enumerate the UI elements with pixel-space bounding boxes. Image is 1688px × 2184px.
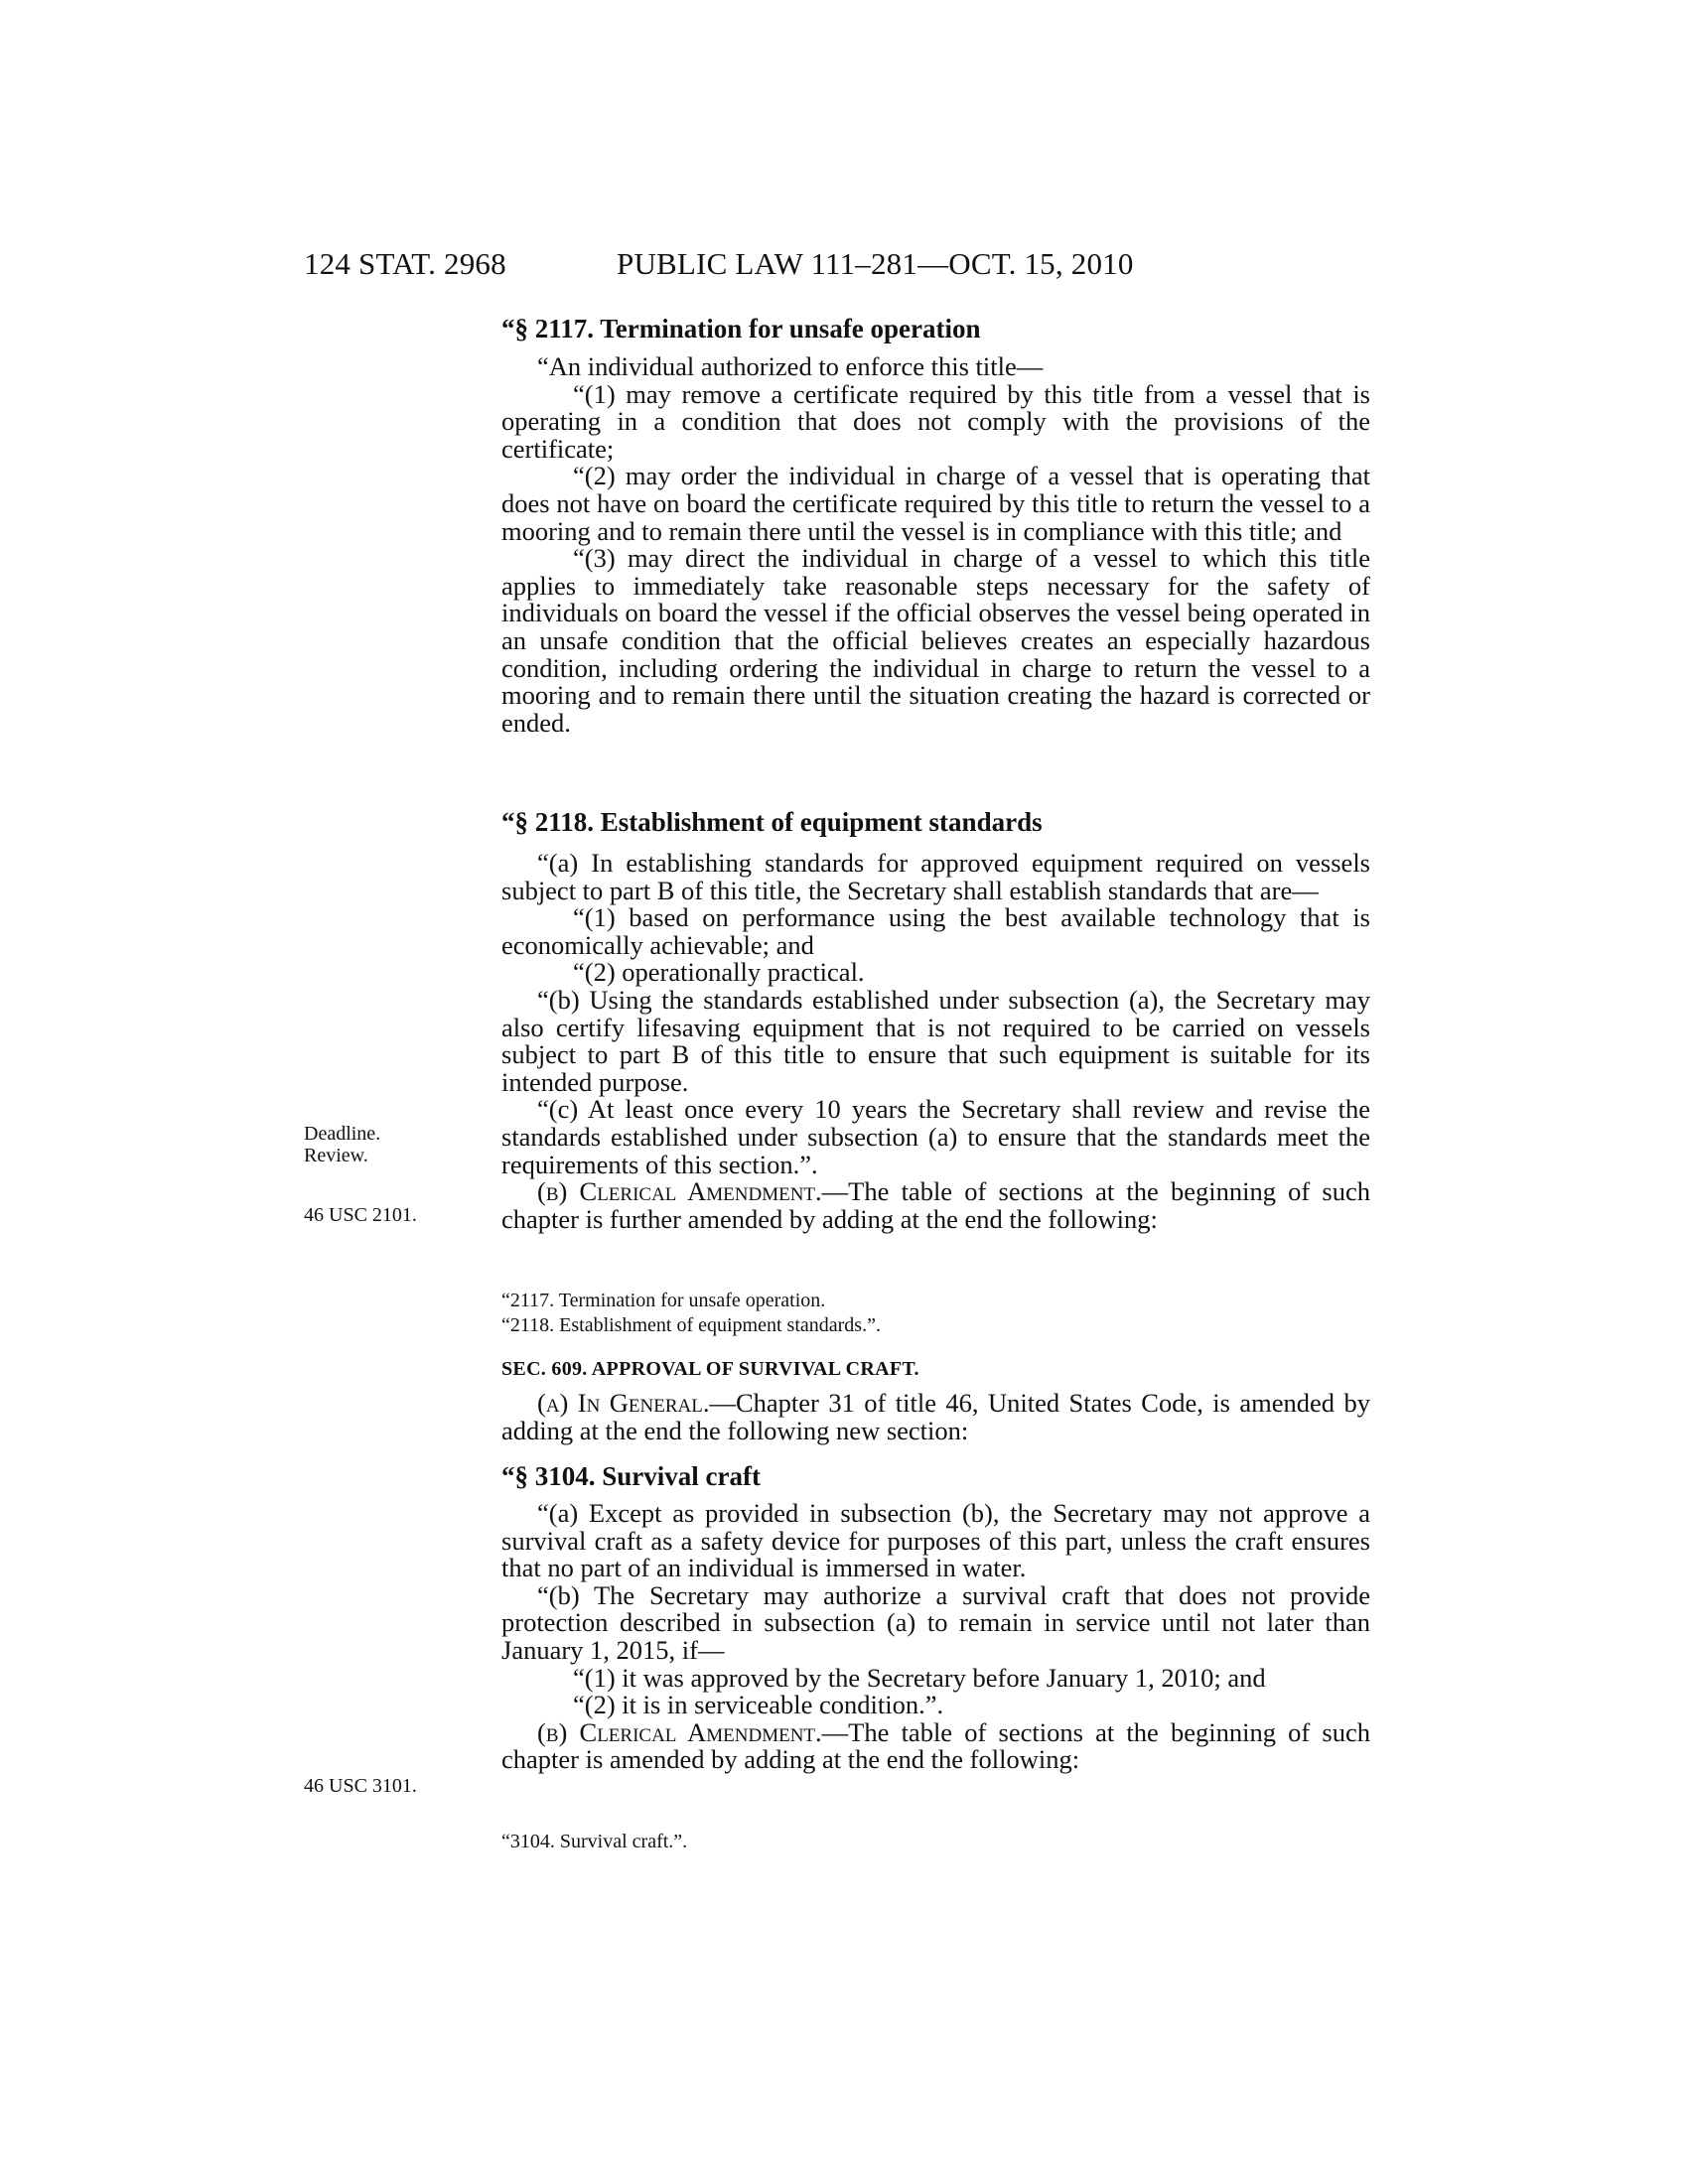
section-609-a-text: —Chapter 31 of title 46, United States Code, is amended by adding at the end the following new section: <box>501 1388 1370 1445</box>
public-law-title: PUBLIC LAW 111–281—OCT. 15, 2010 <box>617 246 1134 281</box>
clerical-amendment-1 <box>501 1178 1370 1233</box>
section-3104-subsection-a: “(a) Except as provided in subsection (b), the Secretary may not approve a survival craft as a safety device for purposes of this part, unless the craft ensures that no part of an individual is immersed in water. <box>501 1498 1370 1583</box>
margin-note-usc-2101: 46 USC 2101. <box>304 1204 417 1226</box>
section-3104-para-b1: “(1) it was approved by the Secretary before January 1, 2010; and <box>573 1662 1266 1693</box>
margin-note-deadline-review <box>304 1123 380 1166</box>
section-3104-heading: “§ 3104. Survival craft <box>501 1461 761 1491</box>
section-2118-para-a1: “(1) based on performance using the best available technology that is economically achievable; and <box>501 902 1370 960</box>
section-2117-body <box>501 353 1370 737</box>
section-609-a-label: (a) In General. <box>537 1388 710 1418</box>
section-3104-para-b2: “(2) it is in serviceable condition.”. <box>573 1690 944 1720</box>
section-2118-body <box>501 850 1370 1233</box>
stat-citation: 124 STAT. 2968 <box>304 246 506 281</box>
section-2118-subsection-c: “(c) At least once every 10 years the Secretary shall review and revise the standards established under subsection (a) to ensure that the standards meet the requirements of this section.”. <box>501 1094 1370 1179</box>
margin-note-review: Review. <box>304 1145 368 1166</box>
section-609-heading: SEC. 609. APPROVAL OF SURVIVAL CRAFT. <box>501 1358 919 1380</box>
section-2117-para-1: “(1) may remove a certificate required by this title from a vessel that is operating in a condition that does not comply with the provisions of the certificate; <box>501 378 1370 464</box>
clerical-amendment-1-label: (b) Clerical Amendment. <box>537 1176 822 1207</box>
clerical-amendment-1-text: —The table of sections at the beginning of such chapter is further amended by adding at the end the following: <box>501 1176 1370 1234</box>
toc-entry-3104: “3104. Survival craft.”. <box>501 1831 688 1852</box>
section-2118-subsection-b: “(b) Using the standards established under subsection (a), the Secretary may also certify lifesaving equipment that is not required to be carried on vessels subject to part B of this title to ensure that such equipment is suitable for its intended purpose. <box>501 984 1370 1097</box>
section-3104-body <box>501 1500 1370 1774</box>
section-2117-intro: “An individual authorized to enforce this title— <box>537 351 1044 381</box>
margin-note-deadline: Deadline. <box>304 1123 381 1145</box>
toc-entry-2118: “2118. Establishment of equipment standards.”. <box>501 1314 881 1336</box>
section-609-body <box>501 1390 1370 1444</box>
section-2117-para-2: “(2) may order the individual in charge of a vessel that is operating that does not have on board the certificate required by this title to return the vessel to a mooring and to remain there until the vessel is in compliance with this title; and <box>501 461 1370 546</box>
clerical-amendment-2-label: (b) Clerical Amendment. <box>537 1716 822 1747</box>
section-2118-para-a2: “(2) operationally practical. <box>573 957 865 988</box>
margin-note-usc-3101: 46 USC 3101. <box>304 1775 417 1797</box>
section-609-subsection-a <box>501 1390 1370 1444</box>
clerical-amendment-2-text: —The table of sections at the beginning of such chapter is amended by adding at the end the following: <box>501 1716 1370 1775</box>
section-2118-heading: “§ 2118. Establishment of equipment standards <box>501 807 1043 837</box>
section-2118-subsection-a: “(a) In establishing standards for approved equipment required on vessels subject to part B of this title, the Secretary shall establish standards that are— <box>501 848 1370 905</box>
toc-list-2 <box>501 1830 1370 1854</box>
toc-entry-2117: “2117. Termination for unsafe operation. <box>501 1290 826 1311</box>
clerical-amendment-2 <box>501 1716 1370 1775</box>
section-2117-heading: “§ 2117. Termination for unsafe operation <box>501 314 981 343</box>
toc-list-1 <box>501 1289 1370 1338</box>
section-2117-para-3: “(3) may direct the individual in charge of a vessel to which this title applies to immediately take reasonable steps necessary for the safety of individuals on board the vessel if the official observes the vessel being operated in an unsafe condition that the official believes creates an especially hazardous condition, including ordering the individual in charge to return the vessel to a mooring and to remain there until the situation creating the hazard is corrected or ended. <box>501 543 1370 738</box>
section-3104-subsection-b: “(b) The Secretary may authorize a survival craft that does not provide protection described in subsection (a) to remain in service until not later than January 1, 2015, if— <box>501 1579 1370 1665</box>
